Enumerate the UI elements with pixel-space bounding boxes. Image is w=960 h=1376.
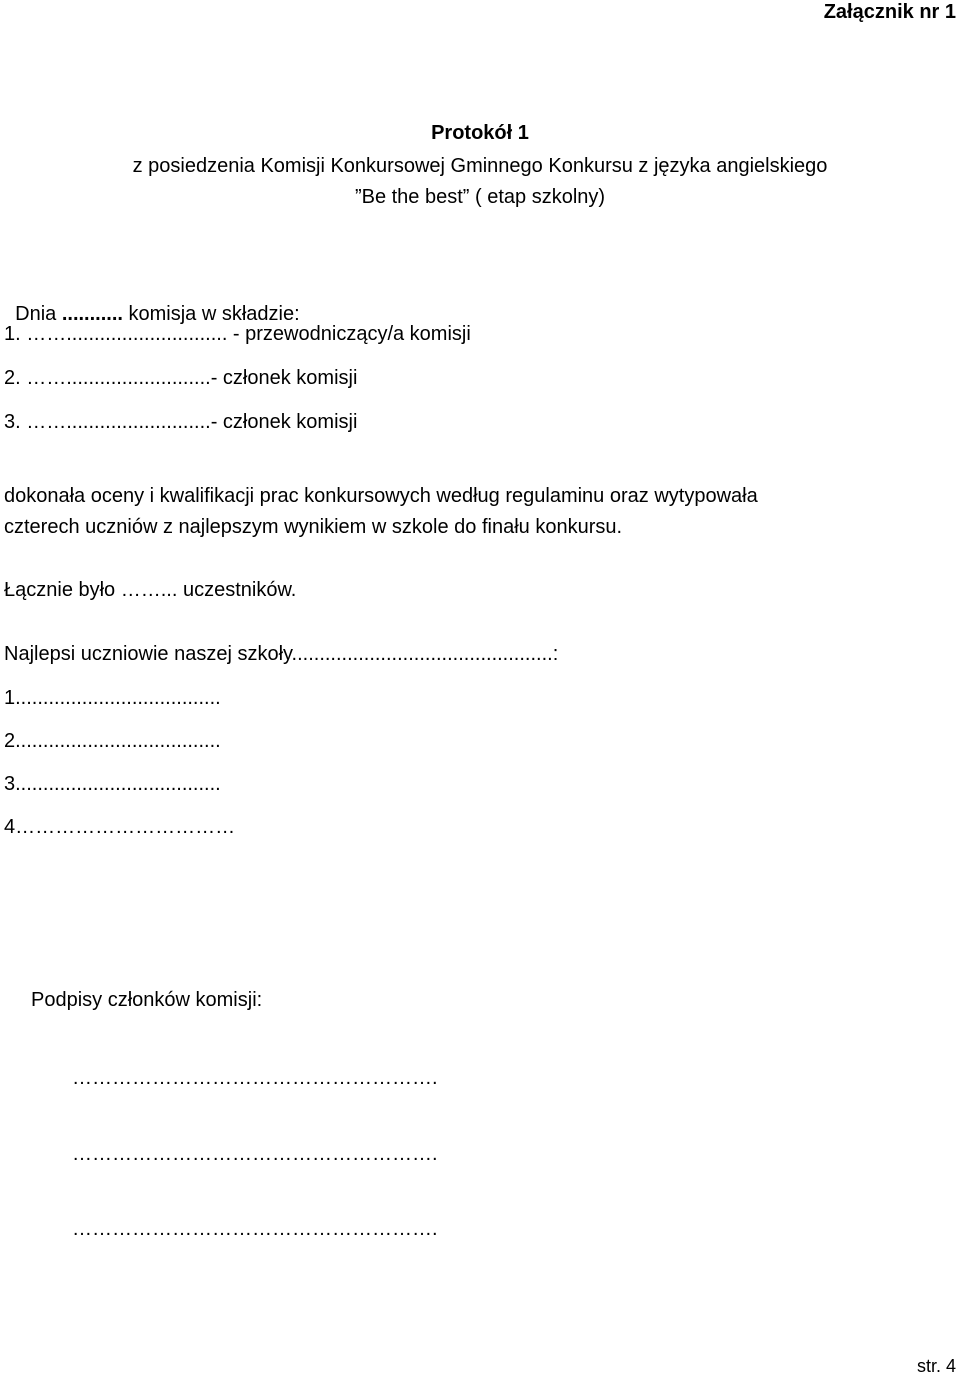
committee-member-1: 1. ……............................. - przewodniczący/a komisji [4,323,471,345]
page-number: str. 4 [916,1356,956,1376]
committee-member-3: 3. ……..........................- członek komisji [4,411,358,433]
attachment-label: Załącznik nr 1 [823,1,956,23]
signatures-heading: Podpisy członków komisji: [31,989,263,1011]
date-value: ........... [61,303,123,325]
paragraph-line-1: dokonała oceny i kwalifikacji prac konkursowych według regulaminu oraz wytypowała [4,485,758,507]
best-student-1: 1..................................... [4,687,221,709]
committee-member-2: 2. ……..........................- członek komisji [4,367,358,389]
signature-line-2: ………………………………………………. [72,1143,438,1165]
signature-line-3: ………………………………………………. [72,1218,438,1240]
date-prefix: Dnia [15,303,62,325]
date-suffix: komisja w składzie: [122,303,300,325]
best-student-2: 2..................................... [4,730,221,752]
best-student-3: 3..................................... [4,773,221,795]
paragraph-line-2: czterech uczniów z najlepszym wynikiem w szkole do finału konkursu. [4,516,623,538]
contest-stage: ”Be the best” ( etap szkolny) [354,186,606,208]
best-students-heading: Najlepsi uczniowie naszej szkoły...............................................: [4,643,559,665]
signature-line-1: ………………………………………………. [72,1067,438,1089]
document-subtitle: z posiedzenia Komisji Konkursowej Gminnego Konkursu z języka angielskiego [132,155,828,177]
participants-total: Łącznie było ……... uczestników. [4,579,297,601]
document-title: Protokół 1 [431,122,529,144]
best-student-4: 4…………………………… [4,816,236,838]
date-line [4,278,300,326]
